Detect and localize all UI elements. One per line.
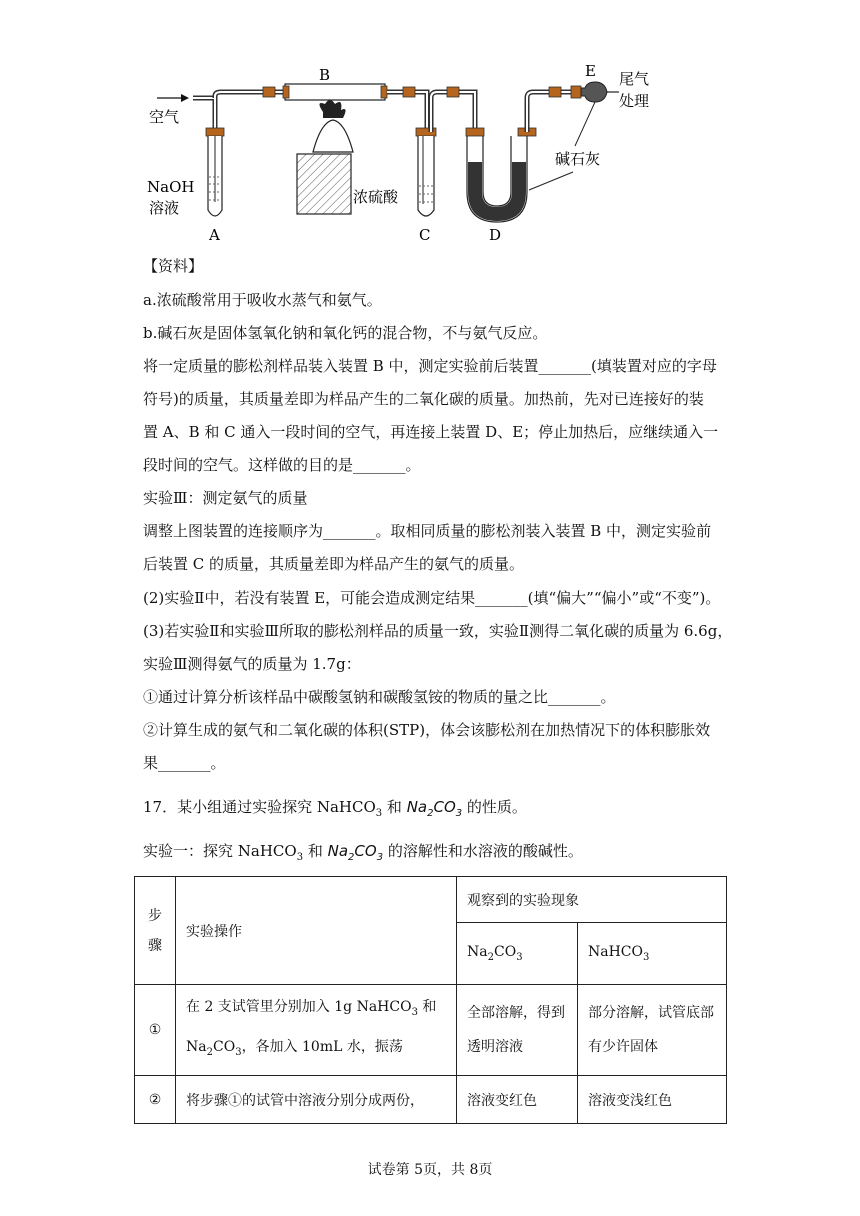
- label-C: C: [419, 226, 431, 244]
- label-naoh-2: 溶液: [149, 199, 180, 217]
- exp1-mid: 和: [303, 842, 328, 860]
- row2-step: ②: [135, 1076, 176, 1124]
- exp1-pre: 实验一：探究 NaHCO: [143, 842, 297, 860]
- resource-a: a.浓硫酸常用于吸收水蒸气和氨气。: [143, 291, 382, 309]
- h-na: Na: [467, 944, 488, 961]
- question-3-b: 实验Ⅲ测得氨气的质量为 1.7g：: [143, 655, 361, 673]
- header-step: [135, 877, 176, 985]
- paragraph-2: 符号)的质量，其质量差即为样品产生的二氧化碳的质量。加热前，先对已连接好的装: [143, 390, 704, 408]
- r1-nahco3-1: 部分溶解，试管底部: [588, 1005, 714, 1021]
- header-observation: 观察到的实验现象: [457, 877, 727, 923]
- experiment-3-heading: 实验Ⅲ：测定氨气的质量: [143, 489, 308, 507]
- q17-pre: 17．某小组通过实验探究 NaHCO: [143, 798, 376, 816]
- row1-nahco3: [578, 985, 727, 1076]
- r1-op1-pre: 在 2 支试管里分别加入 1g NaHCO: [186, 999, 412, 1016]
- h-co: CO: [493, 944, 517, 961]
- header-step-2: 骤: [148, 937, 162, 954]
- q17-co: CO: [433, 798, 456, 816]
- label-A: A: [209, 226, 220, 244]
- r1-nahco3-2: 有少许固体: [588, 1039, 658, 1055]
- label-conc-acid: 浓硫酸: [353, 188, 399, 206]
- q17-post: 的性质。: [462, 798, 527, 816]
- header-operation: 实验操作: [176, 877, 457, 985]
- row1-operation: [176, 985, 457, 1076]
- exp1-na: Na: [327, 842, 349, 860]
- question-3-a: (3)若实验Ⅱ和实验Ⅲ所取的膨松剂样品的质量一致，实验Ⅱ测得二氧化碳的质量为 6.6g，: [143, 622, 733, 640]
- r1-na2co3-2: 透明溶液: [467, 1039, 523, 1055]
- question-3-d: ②计算生成的氨气和二氧化碳的体积(STP)，体会该膨松剂在加热情况下的体积膨胀效: [143, 721, 711, 739]
- q17-formula: [406, 798, 463, 819]
- h-nahco3-sub: 3: [643, 951, 650, 963]
- paragraph-3: 置 A、B 和 C 通入一段时间的空气，再连接上装置 D、E；停止加热后，应继续通入一: [143, 423, 719, 441]
- paragraph-6: 后装置 C 的质量，其质量差即为样品产生的氨气的质量。: [143, 555, 525, 573]
- h-nahco: NaHCO: [588, 944, 643, 961]
- label-air: 空气: [149, 108, 180, 126]
- paragraph-4: 段时间的空气。这样做的目的是_______。: [143, 456, 421, 474]
- row1-op-line2: [186, 1030, 446, 1070]
- r1-op2-c: CO: [212, 1039, 236, 1055]
- row1-op-line1: [186, 990, 446, 1030]
- question-3-e: 果_______。: [143, 754, 226, 772]
- row1-na2co3: [457, 985, 578, 1076]
- question-17: [143, 797, 527, 824]
- label-naoh-1: NaOH: [147, 178, 195, 196]
- exp1-formula: [327, 842, 384, 863]
- q17-3: 3: [455, 808, 463, 819]
- header-nahco3: [578, 923, 727, 985]
- paragraph-1: 将一定质量的膨松剂样品装入装置 B 中，测定实验前后装置_______(填装置对应的字母: [143, 357, 717, 375]
- resource-heading: 【资料】: [143, 257, 204, 275]
- header-na2co3: [457, 923, 578, 985]
- r1-op2-d: 3: [235, 1046, 242, 1058]
- r1-na2co3-1: 全部溶解，得到: [467, 1005, 565, 1021]
- q17-na: Na: [406, 798, 428, 816]
- q17-2: 2: [427, 808, 434, 819]
- q17-sub: 3: [375, 808, 383, 819]
- r1-op2-b: 2: [206, 1046, 213, 1058]
- label-B: B: [319, 66, 331, 84]
- paragraph-5: 调整上图装置的连接顺序为_______。取相同质量的膨松剂装入装置 B 中，测定实验前: [143, 522, 712, 540]
- question-2: (2)实验Ⅱ中，若没有装置 E，可能会造成测定结果_______(填“偏大”“偏小”或“不变”)。: [143, 589, 721, 607]
- question-3-c: ①通过计算分析该样品中碳酸氢钠和碳酸氢铵的物质的量之比_______。: [143, 688, 616, 706]
- exp1-sub: 3: [296, 852, 304, 863]
- exp1-2: 2: [348, 852, 355, 863]
- exp1-3: 3: [376, 852, 384, 863]
- label-soda-lime: 碱石灰: [555, 150, 601, 168]
- h-2: 2: [487, 951, 494, 963]
- resource-b: b.碱石灰是固体氢氧化钠和氧化钙的混合物，不与氨气反应。: [143, 324, 548, 342]
- exp1-co: CO: [354, 842, 377, 860]
- header-step-1: 步: [148, 907, 162, 924]
- experiment-table: [134, 876, 727, 1124]
- row2-operation: 将步骤①的试管中溶液分别分成两份，: [176, 1076, 457, 1124]
- label-tail-gas-2: 处理: [619, 92, 650, 110]
- label-E: E: [585, 62, 596, 80]
- row1-step: ①: [135, 985, 176, 1076]
- label-D: D: [489, 226, 502, 244]
- r1-op2-a: Na: [186, 1039, 207, 1055]
- r1-op1-post: 和: [417, 999, 437, 1016]
- exp1-post: 的溶解性和水溶液的酸碱性。: [383, 842, 583, 860]
- r1-op1-sub: 3: [411, 1007, 418, 1018]
- row2-na2co3: 溶液变红色: [457, 1076, 578, 1124]
- experiment-1-heading: [143, 841, 583, 868]
- row2-nahco3: 溶液变浅红色: [578, 1076, 727, 1124]
- label-tail-gas-1: 尾气: [619, 70, 650, 88]
- page-footer: 试卷第 5页，共 8页: [367, 1162, 493, 1178]
- q17-mid: 和: [382, 798, 407, 816]
- apparatus-diagram: [135, 62, 675, 247]
- h-3: 3: [516, 951, 523, 963]
- r1-op2-e: ，各加入 10mL 水，振荡: [241, 1039, 403, 1055]
